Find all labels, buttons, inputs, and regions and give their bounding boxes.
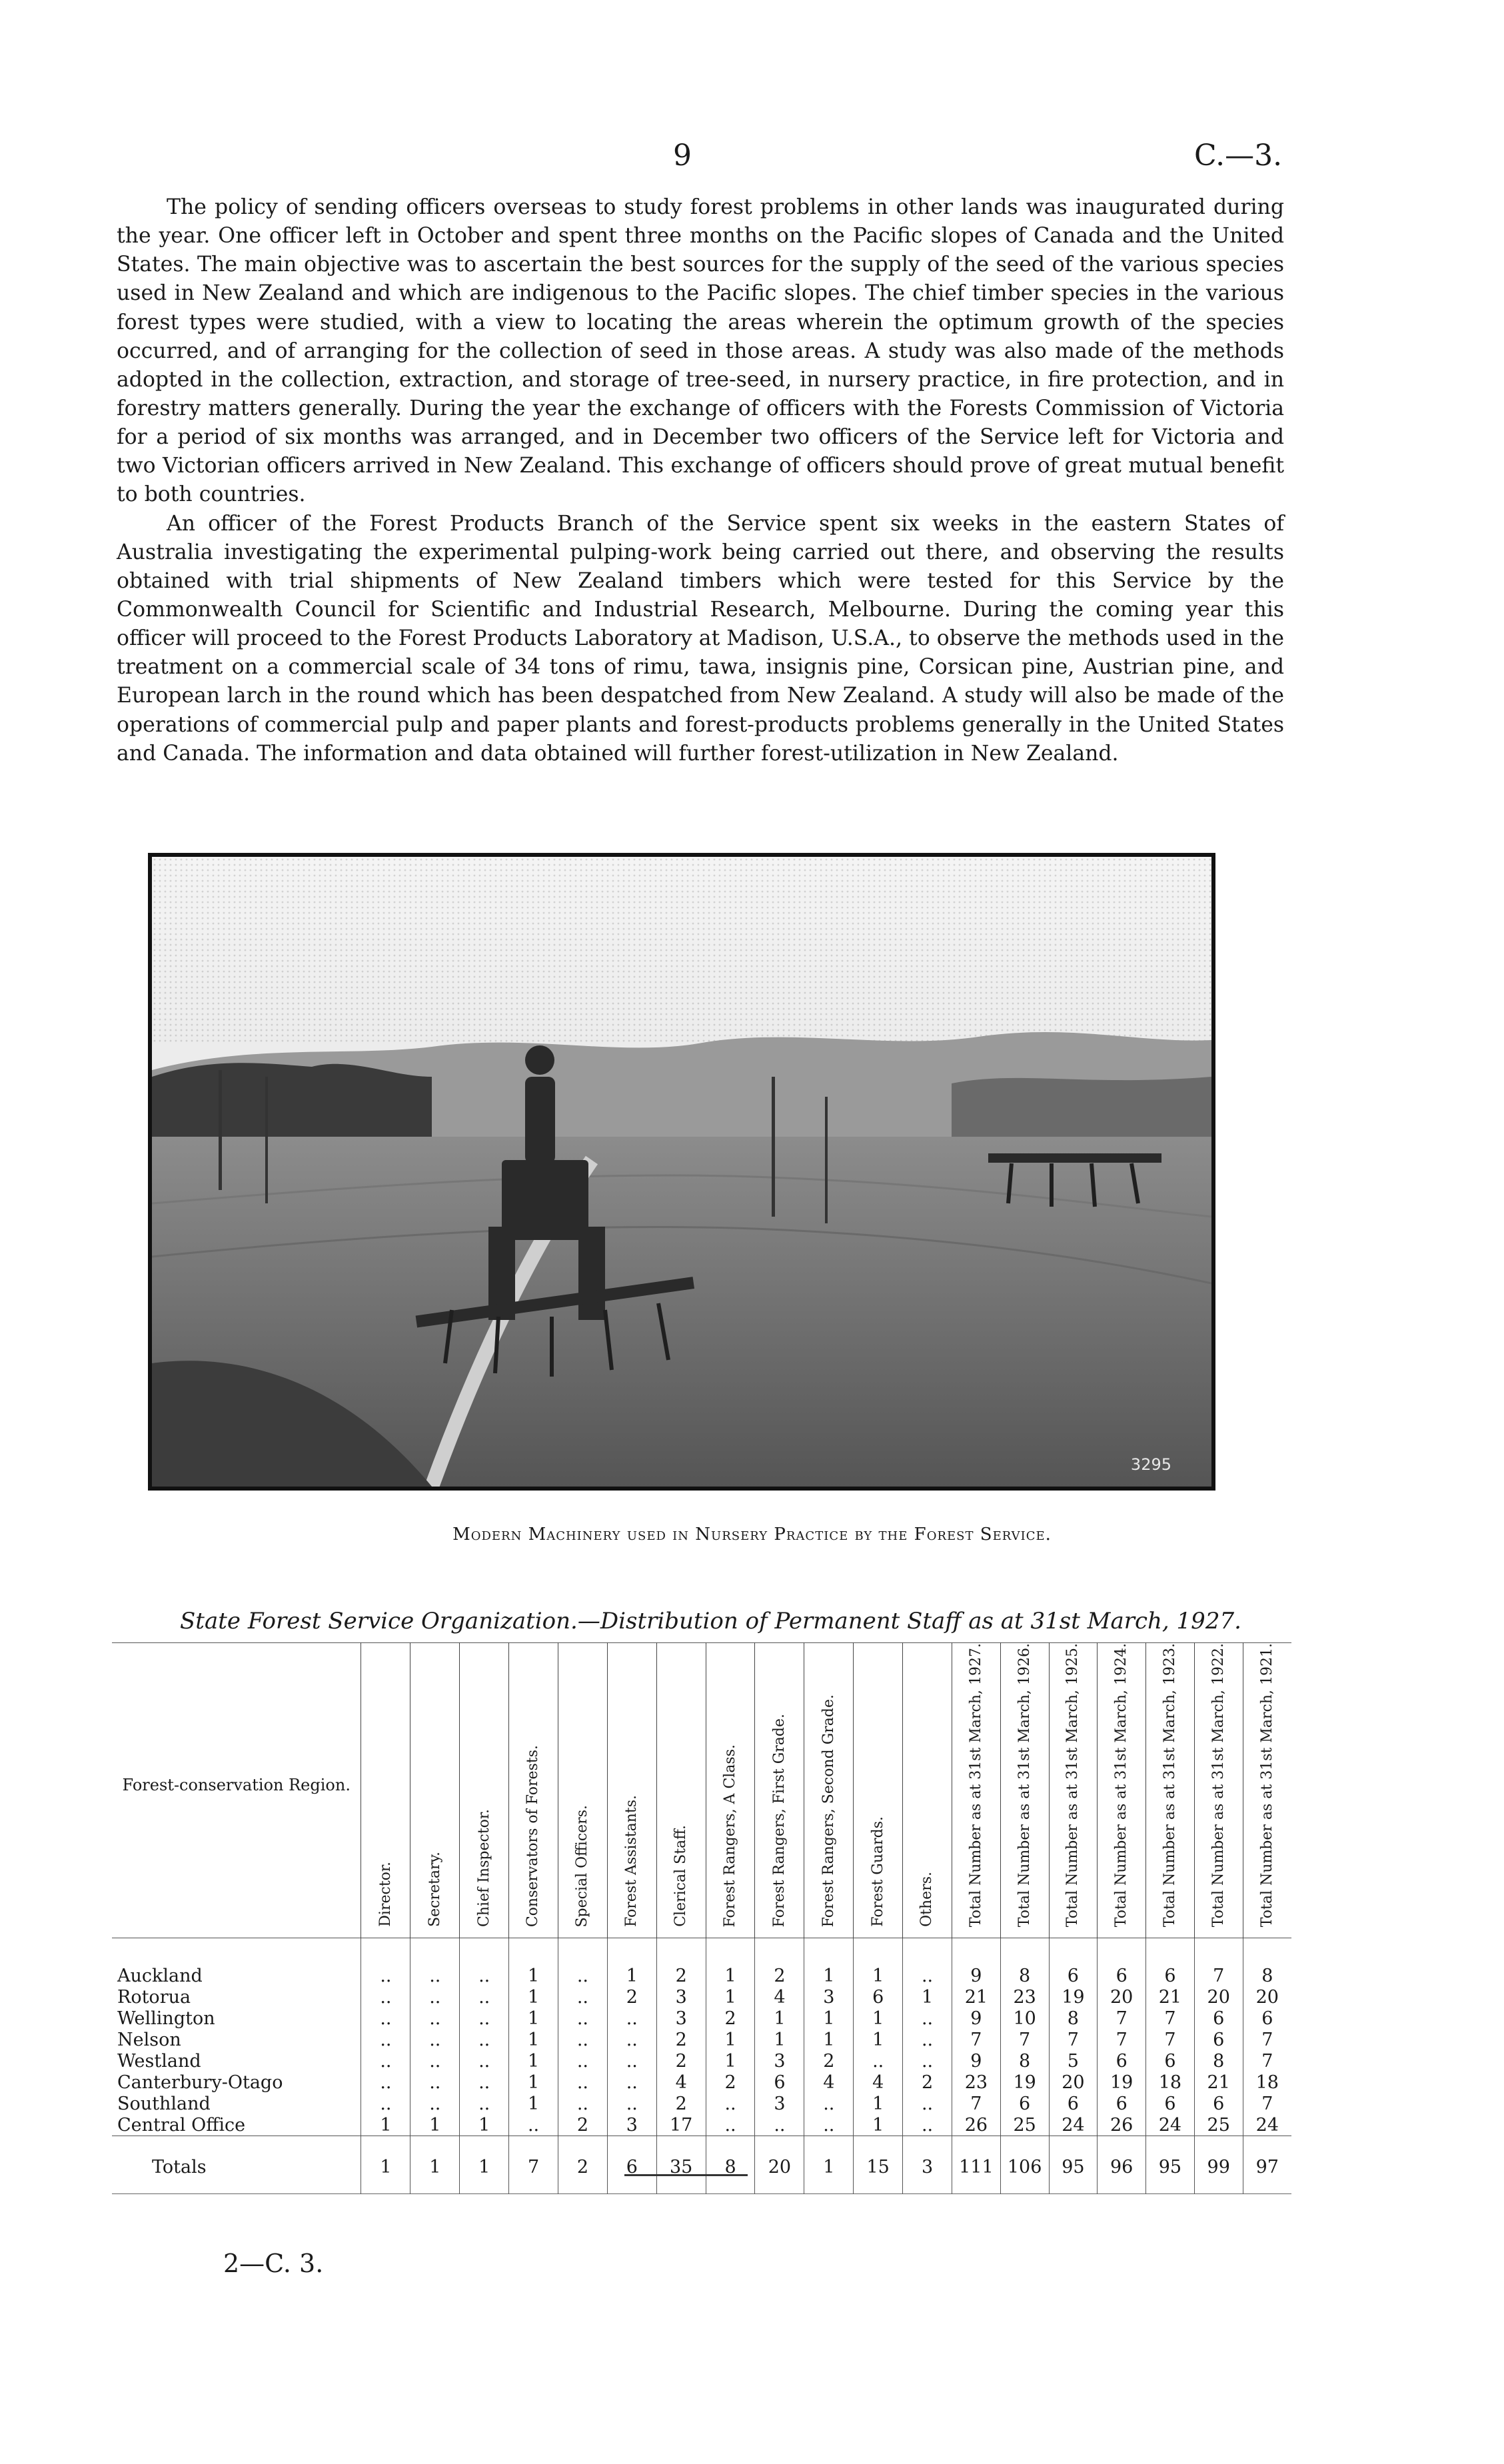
table-cell: .. [361, 2050, 410, 2072]
table-cell: 17 [656, 2114, 706, 2136]
paragraph-forest-products: An officer of the Forest Products Branch of the Service spent six weeks in the eastern States of Australia investigating the experimental pulping-work being carried out there, and observing the results obtained with trial shipments of New Zealand timbers which were tested for this Service by the Commonwealth Council for Scientific and Industrial Research, Melbourne. During the coming year this officer will proceed to the Forest Products Laboratory at Madison, U.S.A., to observe the methods used in the treatment on a commercial scale of 34 tons of rimu, tawa, insignis pine, Corsican pine, Austrian pine, and European larch in the round which has been despatched from New Zealand. A study will also be made of the operations of commercial pulp and paper plants and forest-products problems generally in the United States and Canada. The information and data obtained will further forest-utilization in New Zealand. [117, 511, 1284, 766]
table-cell: .. [903, 1938, 952, 1987]
table-cell: 2 [656, 2029, 706, 2050]
totals-label: Totals [112, 2136, 361, 2194]
body-text [117, 193, 1284, 768]
table-cell: .. [460, 1986, 509, 2008]
table-cell: 7 [1000, 2029, 1049, 2050]
table-cell: .. [361, 1938, 410, 1987]
table-cell: .. [361, 2072, 410, 2093]
table-cell: 1 [854, 1938, 903, 1987]
table-cell: 1 [361, 2114, 410, 2136]
table-row [112, 1986, 1291, 2008]
table-row [112, 2093, 1291, 2114]
table-cell: 6 [1146, 2093, 1195, 2114]
photo-caption: Modern Machinery used in Nursery Practice by the Forest Service. [452, 1525, 1052, 1544]
column-header: Forest Rangers, Second Grade. [804, 1643, 854, 1938]
table-cell: 7 [1243, 2093, 1291, 2114]
table-cell: .. [460, 2029, 509, 2050]
region-name: Auckland [117, 1965, 203, 1986]
table-cell: .. [410, 1938, 460, 1987]
table-cell: .. [361, 2029, 410, 2050]
table-cell: 21 [952, 1986, 1000, 2008]
table-cell: .. [903, 2050, 952, 2072]
table-row [112, 2029, 1291, 2050]
table-cell: 2 [706, 2072, 755, 2093]
table-cell: 19 [1000, 2072, 1049, 2093]
table-cell: 7 [1243, 2050, 1291, 2072]
table-cell: .. [460, 2050, 509, 2072]
table-cell: 2 [903, 2072, 952, 2093]
table-cell: 24 [1146, 2114, 1195, 2136]
table-cell: 1 [854, 2029, 903, 2050]
region-name: Wellington [117, 2008, 215, 2029]
table-cell: 9 [952, 2008, 1000, 2029]
table-cell: .. [607, 2072, 656, 2093]
table-cell: .. [410, 2050, 460, 2072]
table-cell: 7 [1146, 2008, 1195, 2029]
column-header: Total Number as at 31st March, 1925. [1049, 1643, 1098, 1938]
table-cell: 95 [1049, 2136, 1098, 2194]
table-cell: .. [607, 2050, 656, 2072]
table-cell: 7 [1146, 2029, 1195, 2050]
region-column-header: Forest-conservation Region. [122, 1775, 351, 1794]
column-header: Forest Guards. [854, 1643, 903, 1938]
table-cell: 2 [607, 1986, 656, 2008]
column-header: Clerical Staff. [656, 1643, 706, 1938]
table-cell: 99 [1194, 2136, 1243, 2194]
table-cell: 1 [410, 2136, 460, 2194]
table-cell: 26 [952, 2114, 1000, 2136]
nursery-machinery-photo [148, 853, 1215, 1491]
table-row [112, 2072, 1291, 2093]
column-header: Total Number as at 31st March, 1927. [952, 1643, 1000, 1938]
table-cell: 1 [361, 2136, 410, 2194]
table-cell: 10 [1000, 2008, 1049, 2029]
table-cell: 6 [1243, 2008, 1291, 2029]
column-header: Total Number as at 31st March, 1924. [1098, 1643, 1146, 1938]
totals-row [112, 2136, 1291, 2194]
table-cell: 1 [706, 2029, 755, 2050]
table-cell: 8 [1000, 1938, 1049, 1987]
table-row [112, 2114, 1291, 2136]
table-cell: 1 [607, 1938, 656, 1987]
table-cell: 1 [854, 2114, 903, 2136]
column-header: Forest Rangers, First Grade. [755, 1643, 804, 1938]
table-cell: 6 [755, 2072, 804, 2093]
table-cell: 18 [1243, 2072, 1291, 2093]
table-cell: 21 [1146, 1986, 1195, 2008]
table-cell: 2 [656, 1938, 706, 1987]
table-cell: 9 [952, 2050, 1000, 2072]
region-name: Nelson [117, 2029, 181, 2050]
table-cell: 7 [952, 2093, 1000, 2114]
table-cell: 111 [952, 2136, 1000, 2194]
table-cell: .. [804, 2093, 854, 2114]
region-name: Southland [117, 2093, 211, 2114]
table-cell: .. [854, 2050, 903, 2072]
column-header: Conservators of Forests. [509, 1643, 558, 1938]
table-cell: 4 [656, 2072, 706, 2093]
table-cell: 6 [854, 1986, 903, 2008]
table-cell: 1 [804, 2008, 854, 2029]
table-cell: 2 [755, 1938, 804, 1987]
table-cell: .. [706, 2114, 755, 2136]
column-header: Forest Rangers, A Class. [706, 1643, 755, 1938]
table-cell: 1 [460, 2136, 509, 2194]
table-cell: 6 [1194, 2029, 1243, 2050]
table-cell: 21 [1194, 2072, 1243, 2093]
table-cell: 1 [903, 1986, 952, 2008]
table-cell: 1 [706, 1938, 755, 1987]
column-header: Total Number as at 31st March, 1923. [1146, 1643, 1195, 1938]
table-cell: 35 [656, 2136, 706, 2194]
column-header: Director. [361, 1643, 410, 1938]
table-cell: 26 [1098, 2114, 1146, 2136]
table-cell: 7 [1049, 2029, 1098, 2050]
table-cell: .. [903, 2114, 952, 2136]
table-cell: 1 [509, 1938, 558, 1987]
table-cell: 25 [1194, 2114, 1243, 2136]
table-cell: 6 [1194, 2008, 1243, 2029]
table-cell: .. [410, 2008, 460, 2029]
table-cell: 3 [755, 2093, 804, 2114]
table-cell: .. [410, 1986, 460, 2008]
table-cell: 6 [1098, 2050, 1146, 2072]
region-name: Rotorua [117, 1986, 191, 2008]
column-header: Total Number as at 31st March, 1926. [1000, 1643, 1049, 1938]
table-cell: 23 [952, 2072, 1000, 2093]
table-cell: 1 [509, 2008, 558, 2029]
table-cell: .. [607, 2029, 656, 2050]
table-cell: 3 [804, 1986, 854, 2008]
table-row [112, 1938, 1291, 1987]
table-cell: .. [607, 2008, 656, 2029]
table-cell: 3 [607, 2114, 656, 2136]
table-cell: .. [460, 2093, 509, 2114]
table-cell: 1 [509, 2093, 558, 2114]
table-cell: .. [558, 1938, 607, 1987]
table-cell: 6 [1146, 2050, 1195, 2072]
table-cell: .. [460, 2008, 509, 2029]
table-cell: .. [361, 1986, 410, 2008]
table-cell: .. [607, 2093, 656, 2114]
table-cell: 1 [804, 2136, 854, 2194]
table-cell: 8 [1194, 2050, 1243, 2072]
table-cell: 2 [558, 2136, 607, 2194]
table-cell: 106 [1000, 2136, 1049, 2194]
staff-distribution-table [112, 1642, 1291, 2194]
table-cell: 1 [804, 1938, 854, 1987]
table-cell: 6 [1000, 2093, 1049, 2114]
table-cell: 1 [854, 2008, 903, 2029]
table-cell: 4 [755, 1986, 804, 2008]
table-cell: .. [460, 1938, 509, 1987]
document-code: C.—3. [1194, 139, 1283, 173]
table-cell: .. [558, 2008, 607, 2029]
table-row [112, 2050, 1291, 2072]
table-cell: .. [755, 2114, 804, 2136]
column-header: Special Officers. [558, 1643, 607, 1938]
table-cell: 7 [1243, 2029, 1291, 2050]
column-header: Total Number as at 31st March, 1921. [1243, 1643, 1291, 1938]
table-cell: 24 [1243, 2114, 1291, 2136]
table-cell: 2 [804, 2050, 854, 2072]
region-name: Westland [117, 2050, 201, 2072]
table-cell: 97 [1243, 2136, 1291, 2194]
column-header: Chief Inspector. [460, 1643, 509, 1938]
table-cell: 6 [1098, 2093, 1146, 2114]
table-cell: 25 [1000, 2114, 1049, 2136]
table-cell: .. [903, 2093, 952, 2114]
table-cell: 1 [509, 2072, 558, 2093]
table-cell: 20 [1049, 2072, 1098, 2093]
table-cell: 4 [854, 2072, 903, 2093]
table-cell: 20 [1194, 1986, 1243, 2008]
photo-negative-number: 3295 [1130, 1455, 1171, 1474]
table-cell: .. [361, 2093, 410, 2114]
table-cell: 1 [509, 2029, 558, 2050]
table-cell: 8 [1243, 1938, 1291, 1987]
table-cell: 9 [952, 1938, 1000, 1987]
table-cell: 8 [1000, 2050, 1049, 2072]
table-cell: 19 [1098, 2072, 1146, 2093]
table-cell: .. [558, 2029, 607, 2050]
table-cell: .. [410, 2029, 460, 2050]
table-cell: .. [509, 2114, 558, 2136]
column-header: Forest Assistants. [607, 1643, 656, 1938]
table-cell: 1 [460, 2114, 509, 2136]
table-cell: 20 [1098, 1986, 1146, 2008]
table-cell: 1 [410, 2114, 460, 2136]
table-cell: .. [361, 2008, 410, 2029]
table-cell: 1 [755, 2008, 804, 2029]
table-cell: 3 [656, 1986, 706, 2008]
table-cell: 24 [1049, 2114, 1098, 2136]
region-name: Canterbury-Otago [117, 2072, 283, 2093]
table-cell: 7 [1194, 1938, 1243, 1987]
table-cell: 3 [755, 2050, 804, 2072]
table-cell: 1 [854, 2093, 903, 2114]
table-cell: 1 [755, 2029, 804, 2050]
table-cell: 1 [509, 1986, 558, 2008]
table-cell: 95 [1146, 2136, 1195, 2194]
footer-signature-code: 2—C. 3. [223, 2249, 324, 2278]
table-cell: 18 [1146, 2072, 1195, 2093]
column-header: Secretary. [410, 1643, 460, 1938]
table-cell: .. [706, 2093, 755, 2114]
table-cell: 6 [1049, 1938, 1098, 1987]
table-cell: 7 [1098, 2029, 1146, 2050]
region-name: Central Office [117, 2114, 246, 2136]
table-cell: 7 [509, 2136, 558, 2194]
table-cell: 4 [804, 2072, 854, 2093]
paragraph-overseas-study: The policy of sending officers overseas to study forest problems in other lands was inaugurated during the year. One officer left in October and spent three months on the Pacific slopes of Canada and the United States. The main objective was to ascertain the best sources for the supply of the seed of the various species used in New Zealand and which are indigenous to the Pacific slopes. The chief timber species in the various forest types were studied, with a view to locating the areas wherein the optimum growth of the species occurred, and of arranging for the collection of seed in those areas. A study was also made of the methods adopted in the collection, extraction, and storage of tree-seed, in nursery practice, in fire protection, and in forestry matters generally. During the year the exchange of officers with the Forests Commission of Victoria for a period of six months was arranged, and in December two officers of the Service left for Victoria and two Victorian officers arrived in New Zealand. This exchange of officers should prove of great mutual benefit to both countries. [117, 195, 1284, 507]
column-header: Others. [903, 1643, 952, 1938]
table-cell: 19 [1049, 1986, 1098, 2008]
table-cell: 20 [755, 2136, 804, 2194]
section-divider [624, 2174, 748, 2176]
table-cell: 23 [1000, 1986, 1049, 2008]
table-cell: 2 [656, 2050, 706, 2072]
table-cell: .. [558, 2072, 607, 2093]
table-cell: 8 [1049, 2008, 1098, 2029]
page-number: 9 [673, 139, 692, 173]
table-cell: 20 [1243, 1986, 1291, 2008]
table-cell: 1 [706, 1986, 755, 2008]
table-cell: 1 [804, 2029, 854, 2050]
table-cell: 2 [706, 2008, 755, 2029]
table-cell: 15 [854, 2136, 903, 2194]
table-cell: .. [558, 2050, 607, 2072]
table-cell: .. [410, 2072, 460, 2093]
table-cell: 2 [656, 2093, 706, 2114]
table-cell: 1 [706, 2050, 755, 2072]
table-cell: 6 [1146, 1938, 1195, 1987]
column-header: Total Number as at 31st March, 1922. [1194, 1643, 1243, 1938]
table-cell: 3 [903, 2136, 952, 2194]
table-cell: 7 [1098, 2008, 1146, 2029]
table-cell: .. [903, 2008, 952, 2029]
table-cell: 6 [1049, 2093, 1098, 2114]
table-cell: 6 [1194, 2093, 1243, 2114]
table-cell: 6 [1098, 1938, 1146, 1987]
table-cell: 6 [607, 2136, 656, 2194]
table-cell: .. [460, 2072, 509, 2093]
table-cell: 8 [706, 2136, 755, 2194]
table-cell: .. [410, 2093, 460, 2114]
table-cell: 1 [509, 2050, 558, 2072]
table-row [112, 2008, 1291, 2029]
table-cell: .. [558, 1986, 607, 2008]
table-cell: 5 [1049, 2050, 1098, 2072]
table-cell: 7 [952, 2029, 1000, 2050]
table-cell: 96 [1098, 2136, 1146, 2194]
table-cell: .. [804, 2114, 854, 2136]
table-cell: .. [903, 2029, 952, 2050]
table-title: State Forest Service Organization.—Distribution of Permanent Staff as at 31st March, 1927. [180, 1608, 1241, 1634]
table-cell: 2 [558, 2114, 607, 2136]
table-cell: 3 [656, 2008, 706, 2029]
table-cell: .. [558, 2093, 607, 2114]
